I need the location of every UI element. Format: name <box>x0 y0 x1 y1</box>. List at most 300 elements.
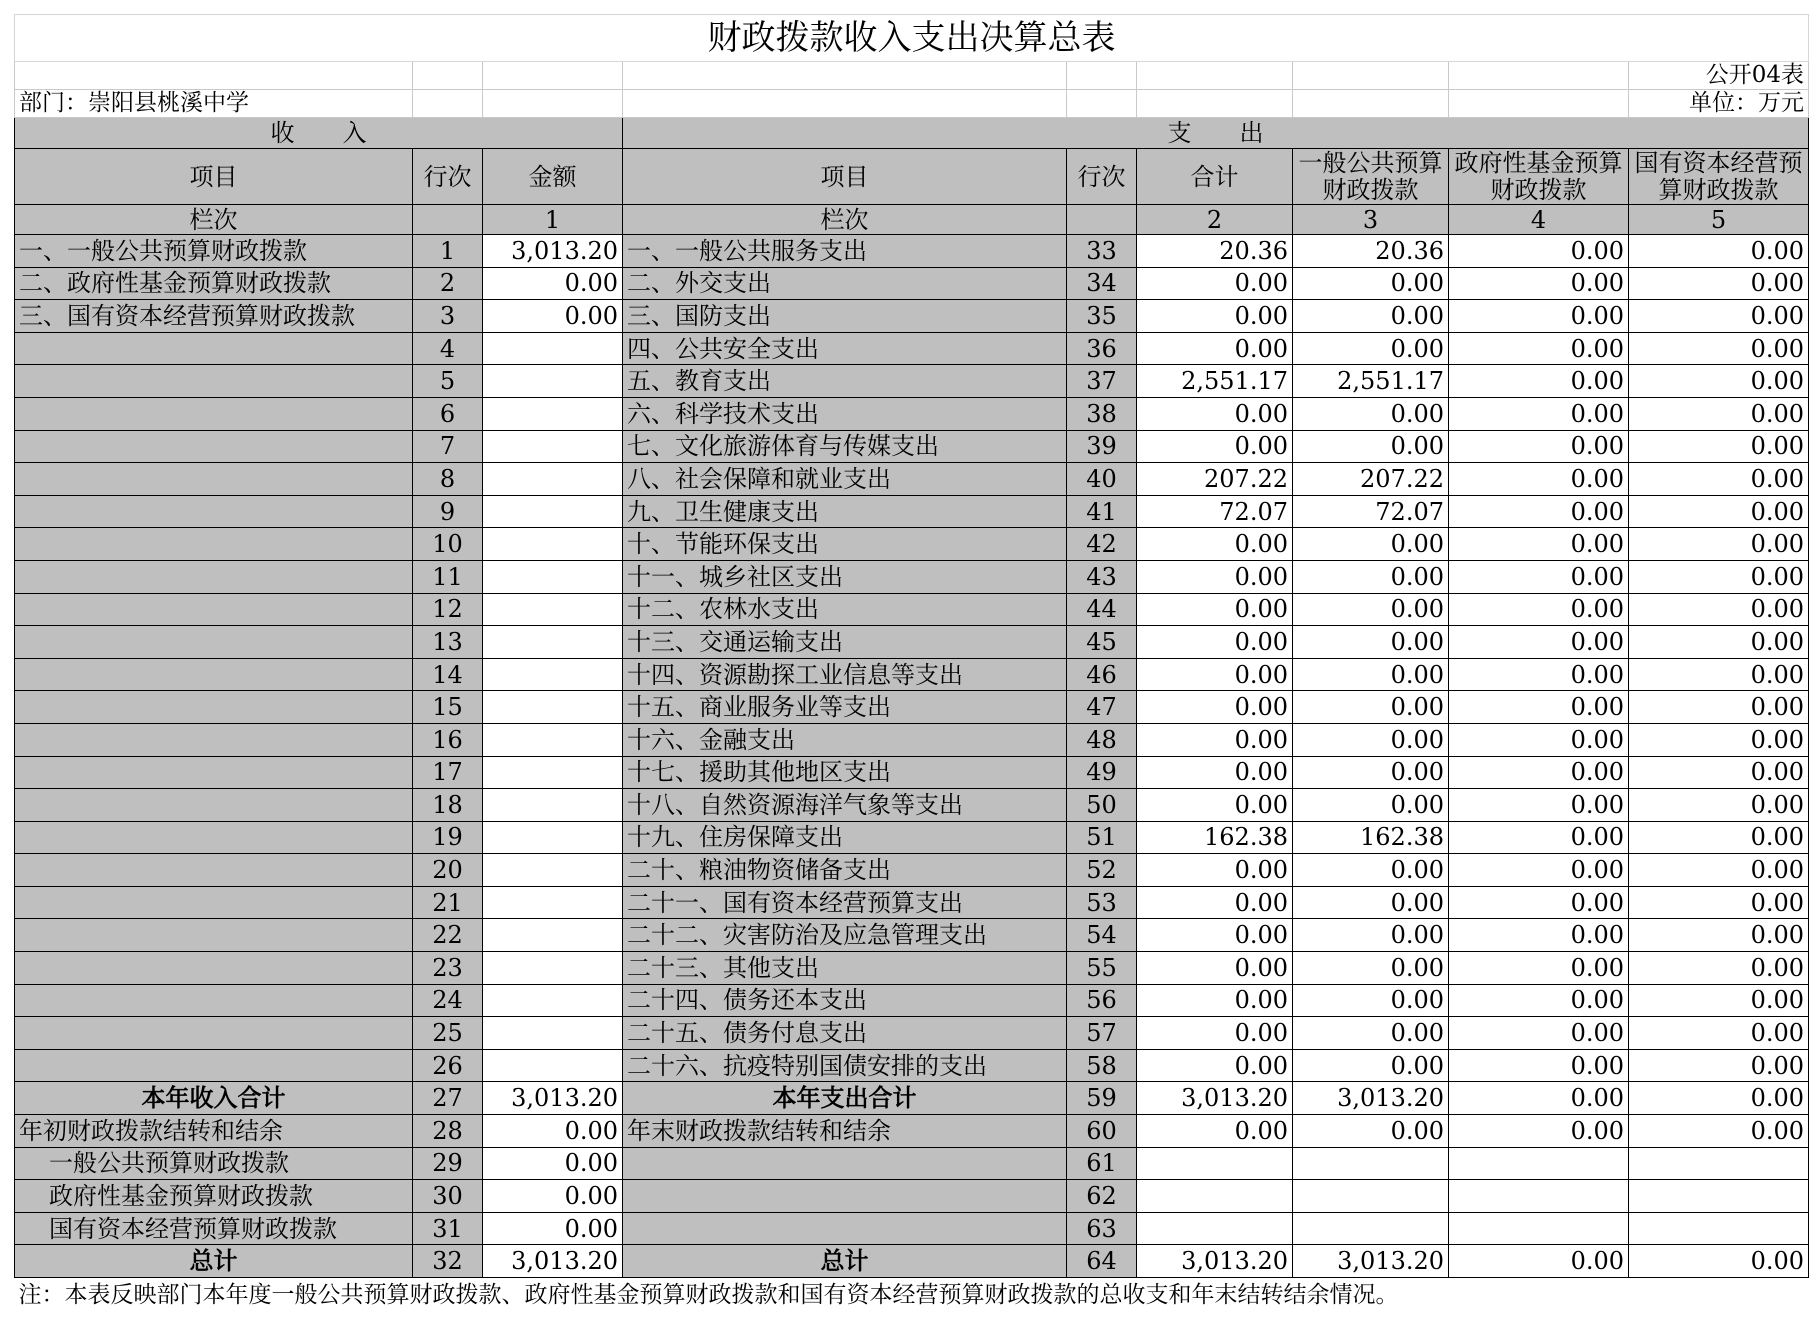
table-row <box>15 495 1809 528</box>
expense-total: 0.00 <box>1137 397 1293 430</box>
expense-line: 41 <box>1067 495 1137 528</box>
expense-state-capital: 0.00 <box>1629 430 1809 463</box>
col-index-2: 2 <box>1137 205 1293 235</box>
expense-item: 八、社会保障和就业支出 <box>623 463 1067 496</box>
income-line: 28 <box>413 1115 483 1148</box>
expense-state-capital: 0.00 <box>1629 1245 1809 1278</box>
expense-general <box>1293 1147 1449 1180</box>
expense-total: 0.00 <box>1137 626 1293 659</box>
income-item: 一、一般公共预算财政拨款 <box>15 235 413 268</box>
income-line: 4 <box>413 332 483 365</box>
col-index-1: 1 <box>483 205 623 235</box>
col-header-total: 合计 <box>1137 149 1293 205</box>
income-line: 21 <box>413 886 483 919</box>
expense-state-capital: 0.00 <box>1629 984 1809 1017</box>
expense-general: 0.00 <box>1293 267 1449 300</box>
expense-general: 0.00 <box>1293 626 1449 659</box>
expense-total: 0.00 <box>1137 430 1293 463</box>
expense-state-capital: 0.00 <box>1629 528 1809 561</box>
expense-line: 62 <box>1067 1180 1137 1213</box>
income-line: 19 <box>413 821 483 854</box>
income-item <box>15 495 413 528</box>
expense-line: 48 <box>1067 723 1137 756</box>
expense-gov-fund: 0.00 <box>1449 756 1629 789</box>
expense-total: 0.00 <box>1137 919 1293 952</box>
expense-line: 53 <box>1067 886 1137 919</box>
expense-line: 50 <box>1067 789 1137 822</box>
expense-item: 二、外交支出 <box>623 267 1067 300</box>
expense-line: 58 <box>1067 1049 1137 1082</box>
expense-item: 十九、住房保障支出 <box>623 821 1067 854</box>
expense-total: 3,013.20 <box>1137 1245 1293 1278</box>
expense-gov-fund: 0.00 <box>1449 365 1629 398</box>
expense-general: 0.00 <box>1293 430 1449 463</box>
income-line: 8 <box>413 463 483 496</box>
expense-general: 0.00 <box>1293 1115 1449 1148</box>
table-row <box>15 919 1809 952</box>
income-item: 三、国有资本经营预算财政拨款 <box>15 300 413 333</box>
income-amount: 0.00 <box>483 1212 623 1245</box>
expense-line: 39 <box>1067 430 1137 463</box>
income-amount <box>483 821 623 854</box>
table-row <box>15 952 1809 985</box>
expense-item: 二十、粮油物资储备支出 <box>623 854 1067 887</box>
expense-general: 0.00 <box>1293 560 1449 593</box>
table-row <box>15 560 1809 593</box>
table-row <box>15 1017 1809 1050</box>
expense-line: 42 <box>1067 528 1137 561</box>
expense-item: 十二、农林水支出 <box>623 593 1067 626</box>
expense-total: 0.00 <box>1137 560 1293 593</box>
expense-gov-fund: 0.00 <box>1449 332 1629 365</box>
expense-state-capital: 0.00 <box>1629 789 1809 822</box>
expense-state-capital: 0.00 <box>1629 821 1809 854</box>
income-amount <box>483 528 623 561</box>
income-line: 15 <box>413 691 483 724</box>
expense-item <box>623 1212 1067 1245</box>
income-amount <box>483 593 623 626</box>
expense-total: 0.00 <box>1137 952 1293 985</box>
table-row <box>15 789 1809 822</box>
expense-gov-fund <box>1449 1212 1629 1245</box>
expense-item: 十四、资源勘探工业信息等支出 <box>623 658 1067 691</box>
table-row <box>15 886 1809 919</box>
expense-line: 59 <box>1067 1082 1137 1115</box>
table-row <box>15 267 1809 300</box>
expense-state-capital: 0.00 <box>1629 952 1809 985</box>
income-amount: 3,013.20 <box>483 1245 623 1278</box>
table-row <box>15 300 1809 333</box>
col-index-3: 3 <box>1293 205 1449 235</box>
col-index-4: 4 <box>1449 205 1629 235</box>
table-row <box>15 528 1809 561</box>
income-item <box>15 723 413 756</box>
table-row <box>15 854 1809 887</box>
expense-state-capital <box>1629 1147 1809 1180</box>
expense-state-capital <box>1629 1212 1809 1245</box>
income-amount <box>483 1049 623 1082</box>
table-row <box>15 1082 1809 1115</box>
expense-state-capital: 0.00 <box>1629 1115 1809 1148</box>
expense-line: 44 <box>1067 593 1137 626</box>
expense-total <box>1137 1180 1293 1213</box>
expense-state-capital: 0.00 <box>1629 397 1809 430</box>
expense-total: 72.07 <box>1137 495 1293 528</box>
income-item <box>15 658 413 691</box>
income-line: 23 <box>413 952 483 985</box>
income-line: 3 <box>413 300 483 333</box>
income-item <box>15 821 413 854</box>
income-amount <box>483 626 623 659</box>
table-row <box>15 593 1809 626</box>
expense-state-capital: 0.00 <box>1629 919 1809 952</box>
expense-line: 45 <box>1067 626 1137 659</box>
income-item <box>15 1017 413 1050</box>
expense-total: 0.00 <box>1137 691 1293 724</box>
table-row <box>15 1049 1809 1082</box>
income-amount <box>483 397 623 430</box>
expense-total: 207.22 <box>1137 463 1293 496</box>
expense-state-capital: 0.00 <box>1629 300 1809 333</box>
expense-gov-fund: 0.00 <box>1449 821 1629 854</box>
expense-line: 56 <box>1067 984 1137 1017</box>
expense-gov-fund: 0.00 <box>1449 430 1629 463</box>
expense-line: 43 <box>1067 560 1137 593</box>
expense-item: 四、公共安全支出 <box>623 332 1067 365</box>
expense-total: 0.00 <box>1137 984 1293 1017</box>
table-row <box>15 365 1809 398</box>
expense-item: 一、一般公共服务支出 <box>623 235 1067 268</box>
income-item <box>15 593 413 626</box>
income-amount <box>483 886 623 919</box>
expense-total: 20.36 <box>1137 235 1293 268</box>
income-item <box>15 463 413 496</box>
income-line: 26 <box>413 1049 483 1082</box>
expense-general: 0.00 <box>1293 691 1449 724</box>
income-amount <box>483 984 623 1017</box>
expense-gov-fund: 0.00 <box>1449 1082 1629 1115</box>
expense-general: 0.00 <box>1293 1017 1449 1050</box>
expense-total: 0.00 <box>1137 756 1293 789</box>
table-row <box>15 626 1809 659</box>
expense-line: 57 <box>1067 1017 1137 1050</box>
expense-general: 3,013.20 <box>1293 1082 1449 1115</box>
income-amount <box>483 658 623 691</box>
expense-header: 支 出 <box>623 118 1809 149</box>
table-row <box>15 397 1809 430</box>
income-amount <box>483 854 623 887</box>
income-item <box>15 365 413 398</box>
expense-general: 0.00 <box>1293 300 1449 333</box>
expense-line: 36 <box>1067 332 1137 365</box>
table-row <box>15 756 1809 789</box>
expense-general: 0.00 <box>1293 332 1449 365</box>
col-header-gov-fund: 政府性基金预算财政拨款 <box>1449 149 1629 205</box>
expense-state-capital: 0.00 <box>1629 626 1809 659</box>
income-item <box>15 430 413 463</box>
col-index-label-expense: 栏次 <box>623 205 1067 235</box>
expense-item: 二十五、债务付息支出 <box>623 1017 1067 1050</box>
expense-gov-fund: 0.00 <box>1449 1049 1629 1082</box>
expense-line: 60 <box>1067 1115 1137 1148</box>
expense-general: 0.00 <box>1293 984 1449 1017</box>
expense-gov-fund: 0.00 <box>1449 952 1629 985</box>
expense-state-capital: 0.00 <box>1629 332 1809 365</box>
expense-general: 0.00 <box>1293 723 1449 756</box>
expense-total: 2,551.17 <box>1137 365 1293 398</box>
expense-state-capital: 0.00 <box>1629 756 1809 789</box>
expense-total: 0.00 <box>1137 789 1293 822</box>
expense-state-capital: 0.00 <box>1629 886 1809 919</box>
income-item <box>15 952 413 985</box>
income-amount <box>483 952 623 985</box>
expense-line: 47 <box>1067 691 1137 724</box>
expense-item: 十五、商业服务业等支出 <box>623 691 1067 724</box>
income-item: 国有资本经营预算财政拨款 <box>15 1212 413 1245</box>
table-row <box>15 658 1809 691</box>
expense-line: 35 <box>1067 300 1137 333</box>
expense-state-capital: 0.00 <box>1629 463 1809 496</box>
income-line: 13 <box>413 626 483 659</box>
expense-total: 0.00 <box>1137 300 1293 333</box>
expense-item: 五、教育支出 <box>623 365 1067 398</box>
expense-state-capital: 0.00 <box>1629 854 1809 887</box>
income-line: 17 <box>413 756 483 789</box>
income-item: 一般公共预算财政拨款 <box>15 1147 413 1180</box>
income-line: 20 <box>413 854 483 887</box>
department-label: 部门：崇阳县桃溪中学 <box>15 90 413 118</box>
expense-general: 0.00 <box>1293 886 1449 919</box>
expense-line: 61 <box>1067 1147 1137 1180</box>
expense-general <box>1293 1212 1449 1245</box>
expense-line: 49 <box>1067 756 1137 789</box>
table-row <box>15 984 1809 1017</box>
income-item <box>15 984 413 1017</box>
expense-gov-fund: 0.00 <box>1449 626 1629 659</box>
expense-general: 207.22 <box>1293 463 1449 496</box>
expense-gov-fund: 0.00 <box>1449 789 1629 822</box>
income-item: 二、政府性基金预算财政拨款 <box>15 267 413 300</box>
expense-general: 0.00 <box>1293 528 1449 561</box>
expense-total: 0.00 <box>1137 528 1293 561</box>
expense-item: 九、卫生健康支出 <box>623 495 1067 528</box>
income-item <box>15 332 413 365</box>
expense-total: 0.00 <box>1137 332 1293 365</box>
income-line: 9 <box>413 495 483 528</box>
table-row <box>15 463 1809 496</box>
expense-general: 0.00 <box>1293 593 1449 626</box>
expense-state-capital: 0.00 <box>1629 235 1809 268</box>
expense-state-capital: 0.00 <box>1629 495 1809 528</box>
expense-item: 十一、城乡社区支出 <box>623 560 1067 593</box>
income-amount <box>483 691 623 724</box>
income-amount: 0.00 <box>483 267 623 300</box>
income-item <box>15 756 413 789</box>
income-amount: 3,013.20 <box>483 1082 623 1115</box>
income-item <box>15 886 413 919</box>
income-line: 30 <box>413 1180 483 1213</box>
table-row <box>15 821 1809 854</box>
expense-line: 52 <box>1067 854 1137 887</box>
expense-general: 2,551.17 <box>1293 365 1449 398</box>
col-index-5: 5 <box>1629 205 1809 235</box>
income-item <box>15 397 413 430</box>
expense-line: 55 <box>1067 952 1137 985</box>
income-line: 7 <box>413 430 483 463</box>
expense-general: 0.00 <box>1293 952 1449 985</box>
expense-state-capital: 0.00 <box>1629 1082 1809 1115</box>
expense-gov-fund: 0.00 <box>1449 528 1629 561</box>
income-amount <box>483 332 623 365</box>
expense-gov-fund: 0.00 <box>1449 560 1629 593</box>
income-item <box>15 1049 413 1082</box>
expense-total: 0.00 <box>1137 1115 1293 1148</box>
income-line: 6 <box>413 397 483 430</box>
expense-total <box>1137 1212 1293 1245</box>
expense-gov-fund: 0.00 <box>1449 397 1629 430</box>
income-amount: 0.00 <box>483 300 623 333</box>
income-line: 29 <box>413 1147 483 1180</box>
expense-gov-fund: 0.00 <box>1449 300 1629 333</box>
income-amount <box>483 495 623 528</box>
table-row <box>15 1212 1809 1245</box>
income-line: 25 <box>413 1017 483 1050</box>
expense-state-capital <box>1629 1180 1809 1213</box>
fiscal-appropriation-summary-table <box>14 14 1809 1312</box>
expense-item: 二十三、其他支出 <box>623 952 1067 985</box>
expense-gov-fund: 0.00 <box>1449 235 1629 268</box>
income-line: 31 <box>413 1212 483 1245</box>
expense-item: 总计 <box>623 1245 1067 1278</box>
income-amount <box>483 723 623 756</box>
income-amount <box>483 756 623 789</box>
expense-line: 46 <box>1067 658 1137 691</box>
expense-total: 162.38 <box>1137 821 1293 854</box>
income-amount <box>483 919 623 952</box>
expense-state-capital: 0.00 <box>1629 560 1809 593</box>
expense-gov-fund: 0.00 <box>1449 1245 1629 1278</box>
income-header: 收 入 <box>15 118 623 149</box>
income-amount <box>483 430 623 463</box>
expense-gov-fund: 0.00 <box>1449 854 1629 887</box>
col-header-expense-line: 行次 <box>1067 149 1137 205</box>
expense-item: 二十一、国有资本经营预算支出 <box>623 886 1067 919</box>
income-line: 27 <box>413 1082 483 1115</box>
income-item <box>15 626 413 659</box>
expense-gov-fund: 0.00 <box>1449 658 1629 691</box>
expense-line: 34 <box>1067 267 1137 300</box>
expense-general: 72.07 <box>1293 495 1449 528</box>
expense-total: 0.00 <box>1137 854 1293 887</box>
income-line: 16 <box>413 723 483 756</box>
income-item <box>15 528 413 561</box>
expense-state-capital: 0.00 <box>1629 267 1809 300</box>
expense-gov-fund: 0.00 <box>1449 886 1629 919</box>
expense-gov-fund <box>1449 1147 1629 1180</box>
expense-gov-fund: 0.00 <box>1449 593 1629 626</box>
expense-item: 二十四、债务还本支出 <box>623 984 1067 1017</box>
expense-general: 20.36 <box>1293 235 1449 268</box>
expense-gov-fund: 0.00 <box>1449 691 1629 724</box>
expense-gov-fund: 0.00 <box>1449 1115 1629 1148</box>
income-amount: 0.00 <box>483 1115 623 1148</box>
income-line: 18 <box>413 789 483 822</box>
expense-line: 33 <box>1067 235 1137 268</box>
col-index-label: 栏次 <box>15 205 413 235</box>
income-line: 22 <box>413 919 483 952</box>
expense-line: 37 <box>1067 365 1137 398</box>
income-line: 14 <box>413 658 483 691</box>
table-row <box>15 723 1809 756</box>
income-line: 11 <box>413 560 483 593</box>
expense-general <box>1293 1180 1449 1213</box>
income-item: 总计 <box>15 1245 413 1278</box>
income-item <box>15 854 413 887</box>
expense-general: 0.00 <box>1293 1049 1449 1082</box>
expense-item: 三、国防支出 <box>623 300 1067 333</box>
expense-item: 七、文化旅游体育与传媒支出 <box>623 430 1067 463</box>
expense-gov-fund: 0.00 <box>1449 495 1629 528</box>
expense-state-capital: 0.00 <box>1629 723 1809 756</box>
expense-state-capital: 0.00 <box>1629 658 1809 691</box>
table-row <box>15 332 1809 365</box>
expense-gov-fund: 0.00 <box>1449 463 1629 496</box>
income-line: 10 <box>413 528 483 561</box>
expense-item <box>623 1180 1067 1213</box>
table-row <box>15 430 1809 463</box>
expense-state-capital: 0.00 <box>1629 691 1809 724</box>
expense-general: 0.00 <box>1293 919 1449 952</box>
income-item <box>15 919 413 952</box>
expense-gov-fund: 0.00 <box>1449 984 1629 1017</box>
col-header-state-capital: 国有资本经营预算财政拨款 <box>1629 149 1809 205</box>
income-line: 2 <box>413 267 483 300</box>
table-row <box>15 235 1809 268</box>
expense-item: 十八、自然资源海洋气象等支出 <box>623 789 1067 822</box>
expense-item: 本年支出合计 <box>623 1082 1067 1115</box>
expense-item: 十三、交通运输支出 <box>623 626 1067 659</box>
expense-total: 3,013.20 <box>1137 1082 1293 1115</box>
income-amount <box>483 463 623 496</box>
expense-state-capital: 0.00 <box>1629 1049 1809 1082</box>
income-amount: 0.00 <box>483 1180 623 1213</box>
expense-item: 六、科学技术支出 <box>623 397 1067 430</box>
table-row <box>15 1115 1809 1148</box>
income-item: 本年收入合计 <box>15 1082 413 1115</box>
expense-total: 0.00 <box>1137 593 1293 626</box>
expense-item: 二十二、灾害防治及应急管理支出 <box>623 919 1067 952</box>
income-item <box>15 560 413 593</box>
expense-line: 40 <box>1067 463 1137 496</box>
expense-general: 162.38 <box>1293 821 1449 854</box>
expense-line: 54 <box>1067 919 1137 952</box>
expense-total: 0.00 <box>1137 1017 1293 1050</box>
expense-gov-fund: 0.00 <box>1449 723 1629 756</box>
col-header-expense-item: 项目 <box>623 149 1067 205</box>
table-row <box>15 1245 1809 1278</box>
expense-line: 51 <box>1067 821 1137 854</box>
expense-item: 十七、援助其他地区支出 <box>623 756 1067 789</box>
table-note: 注：本表反映部门本年度一般公共预算财政拨款、政府性基金预算财政拨款和国有资本经营预算财政拨款的总收支和年末结转结余情况。 <box>18 1281 1399 1308</box>
income-line: 12 <box>413 593 483 626</box>
expense-gov-fund: 0.00 <box>1449 919 1629 952</box>
income-item: 年初财政拨款结转和结余 <box>15 1115 413 1148</box>
expense-total <box>1137 1147 1293 1180</box>
income-line: 24 <box>413 984 483 1017</box>
page-title: 财政拨款收入支出决算总表 <box>15 15 1809 62</box>
expense-item: 年末财政拨款结转和结余 <box>623 1115 1067 1148</box>
income-amount <box>483 365 623 398</box>
